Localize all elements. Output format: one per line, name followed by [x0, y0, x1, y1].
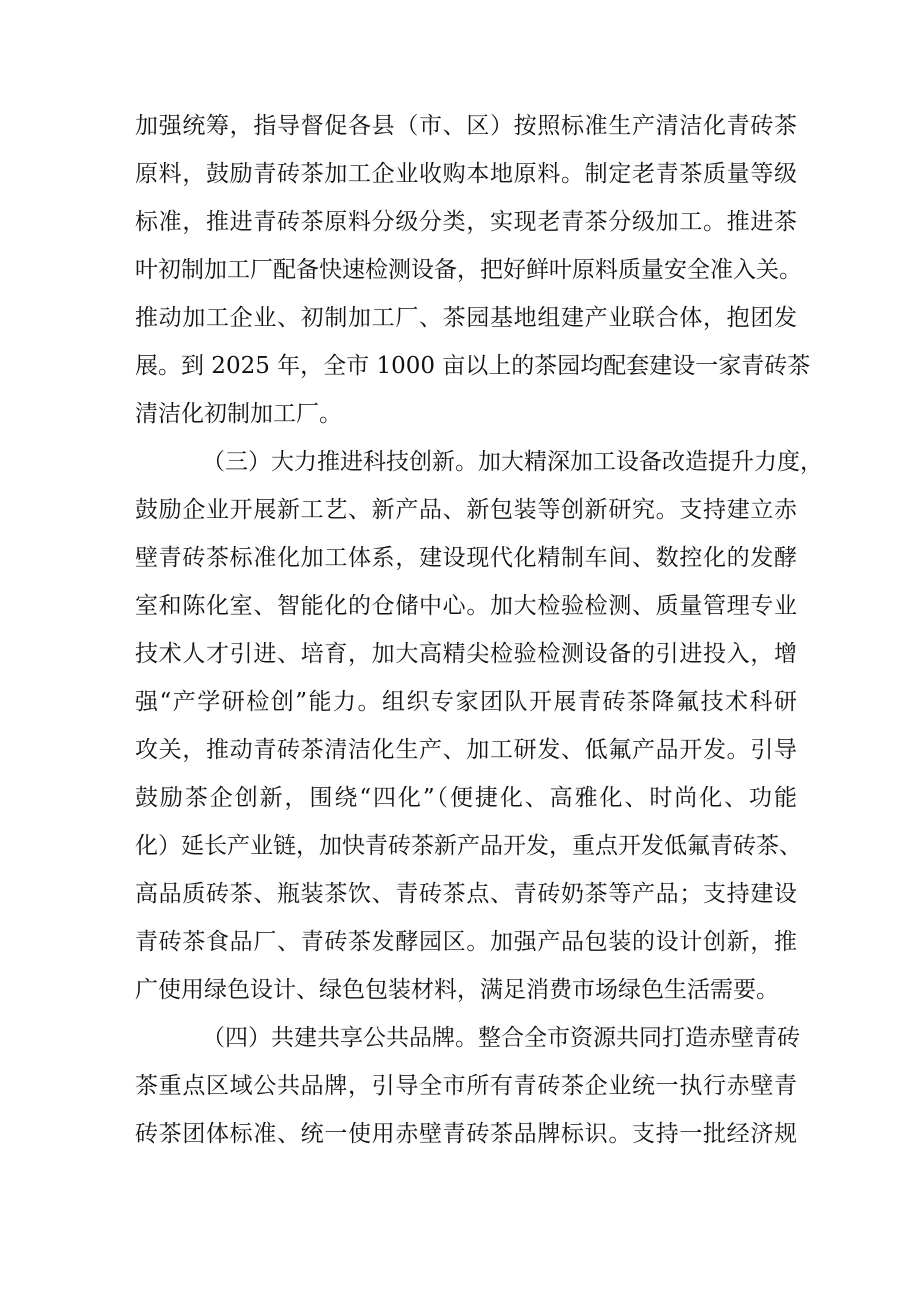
text-line: 广使用绿色设计、绿色包装材料，满足消费市场绿色生活需要。 — [135, 977, 779, 1003]
text-line: 清洁化初制加工厂。 — [135, 401, 342, 427]
text-line: 强“产学研检创”能力。组织专家团队开展青砖茶降氟技术科研 — [135, 689, 797, 715]
text-line: 技术人才引进、培育，加大高精尖检验检测设备的引进投入，增 — [135, 641, 797, 667]
text-line: 青砖茶食品厂、青砖茶发酵园区。加强产品包装的设计创新，推 — [135, 929, 797, 955]
paragraph-1 — [135, 102, 811, 438]
text-line: 壁青砖茶标准化加工体系，建设现代化精制车间、数控化的发酵 — [135, 545, 797, 571]
body-text — [135, 102, 823, 1158]
text-line: 加强统筹，指导督促各县（市、区）按照标准生产清洁化青砖茶 — [135, 113, 797, 139]
text-line: 鼓励茶企创新，围绕“四化”（便捷化、高雅化、时尚化、功能 — [135, 785, 797, 811]
section-heading-line: （三）大力推进科技创新。加大精深加工设备改造提升力度， — [202, 449, 823, 475]
text-line: 展。到 2025 年，全市 1000 亩以上的茶园均配套建设一家青砖茶 — [135, 353, 811, 379]
text-line: 鼓励企业开展新工艺、新产品、新包装等创新研究。支持建立赤 — [135, 497, 797, 523]
text-line: 室和陈化室、智能化的仓储中心。加大检验检测、质量管理专业 — [135, 593, 797, 619]
text-line: 推动加工企业、初制加工厂、茶园基地组建产业联合体，抱团发 — [135, 305, 797, 331]
text-line: 化）延长产业链，加快青砖茶新产品开发，重点开发低氟青砖茶、 — [135, 833, 802, 859]
text-line: 茶重点区域公共品牌，引导全市所有青砖茶企业统一执行赤壁青 — [135, 1073, 797, 1099]
text-line: 原料，鼓励青砖茶加工企业收购本地原料。制定老青茶质量等级 — [135, 161, 797, 187]
text-line: 攻关，推动青砖茶清洁化生产、加工研发、低氟产品开发。引导 — [135, 737, 797, 763]
text-line: 高品质砖茶、瓶装茶饮、青砖茶点、青砖奶茶等产品；支持建设 — [135, 881, 797, 907]
section-heading-line: （四）共建共享公共品牌。整合全市资源共同打造赤壁青砖 — [202, 1025, 800, 1051]
paragraph-3 — [135, 1014, 800, 1158]
text-line: 砖茶团体标准、统一使用赤壁青砖茶品牌标识。支持一批经济规 — [135, 1121, 797, 1147]
text-line: 标准，推进青砖茶原料分级分类，实现老青茶分级加工。推进茶 — [135, 209, 797, 235]
paragraph-2 — [135, 438, 823, 1014]
text-line: 叶初制加工厂配备快速检测设备，把好鲜叶原料质量安全准入关。 — [135, 257, 802, 283]
